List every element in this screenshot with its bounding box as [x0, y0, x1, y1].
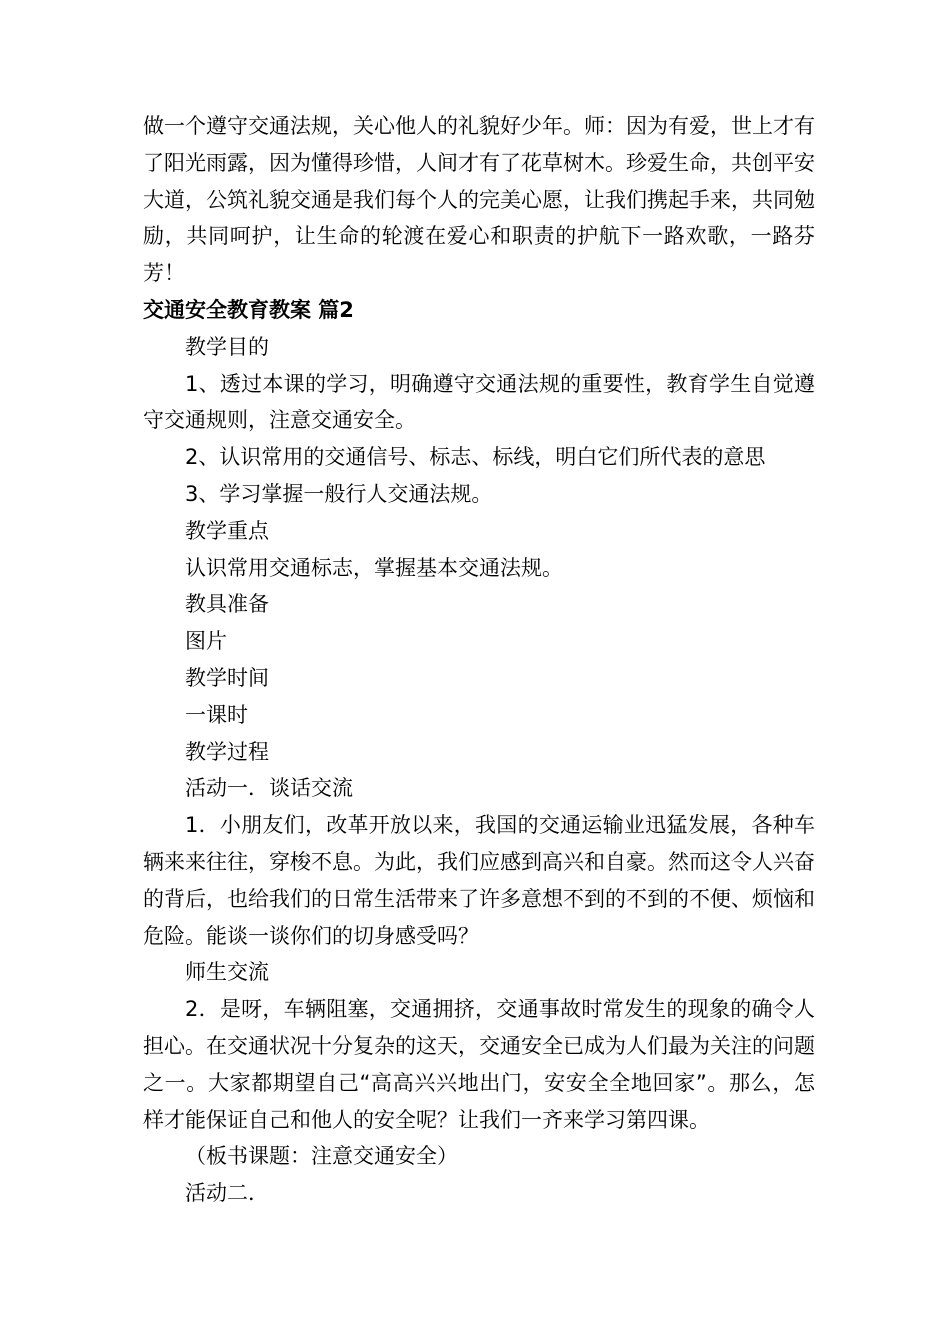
paragraph-goal-1: 1、透过本课的学习，明确遵守交通法规的重要性，教育学生自觉遵守交通规则，注意交通安全。	[143, 371, 815, 433]
paragraph-teacher-student-exchange: 师生交流	[185, 960, 269, 985]
paragraph-teaching-goal-label: 教学目的	[185, 334, 269, 359]
intro-paragraph: 做一个遵守交通法规，关心他人的礼貌好少年。师：因为有爱，世上才有了阳光雨露，因为懂得珍惜，人间才有了花草树木。珍爱生命，共创平安大道，公筑礼貌交通是我们每个人的完美心愿，让我们携起手来，共同勉励，共同呵护，让生命的轮渡在爱心和职责的护航下一路欢歌，一路芬芳！	[143, 114, 815, 286]
paragraph-materials: 图片	[185, 629, 227, 654]
paragraph-key-points: 认识常用交通标志，掌握基本交通法规。	[185, 555, 563, 580]
paragraph-activity-2: 活动二．	[185, 1181, 269, 1206]
paragraph-key-points-label: 教学重点	[185, 518, 269, 543]
paragraph-activity-1: 活动一．谈话交流	[185, 776, 353, 801]
paragraph-materials-label: 教具准备	[185, 592, 269, 617]
document-page	[143, 108, 815, 1212]
paragraph-activity-1-step-2: 2．是呀，车辆阻塞，交通拥挤，交通事故时常发生的现象的确令人担心。在交通状况十分复杂的这天，交通安全已成为人们最为关注的问题之一。大家都期望自己“高高兴兴地出门，安安全全地回家”。那么，怎样才能保证自己和他人的安全呢？让我们一齐来学习第四课。	[143, 997, 815, 1132]
paragraph-goal-2: 2、认识常用的交通信号、标志、标线，明白它们所代表的意思	[185, 445, 766, 470]
paragraph-time: 一课时	[185, 702, 248, 727]
paragraph-goal-3: 3、学习掌握一般行人交通法规。	[185, 481, 493, 506]
paragraph-activity-1-step-1: 1．小朋友们，改革开放以来，我国的交通运输业迅猛发展，各种车辆来来往往，穿梭不息。为此，我们应感到高兴和自豪。然而这令人兴奋的背后，也给我们的日常生活带来了许多意想不到的不到的不便、烦恼和危险。能谈一谈你们的切身感受吗？	[143, 813, 815, 948]
paragraph-board-title: （板书课题：注意交通安全）	[185, 1144, 458, 1169]
section-heading: 交通安全教育教案 篇2	[143, 297, 354, 322]
paragraph-time-label: 教学时间	[185, 665, 269, 690]
paragraph-process-label: 教学过程	[185, 739, 269, 764]
